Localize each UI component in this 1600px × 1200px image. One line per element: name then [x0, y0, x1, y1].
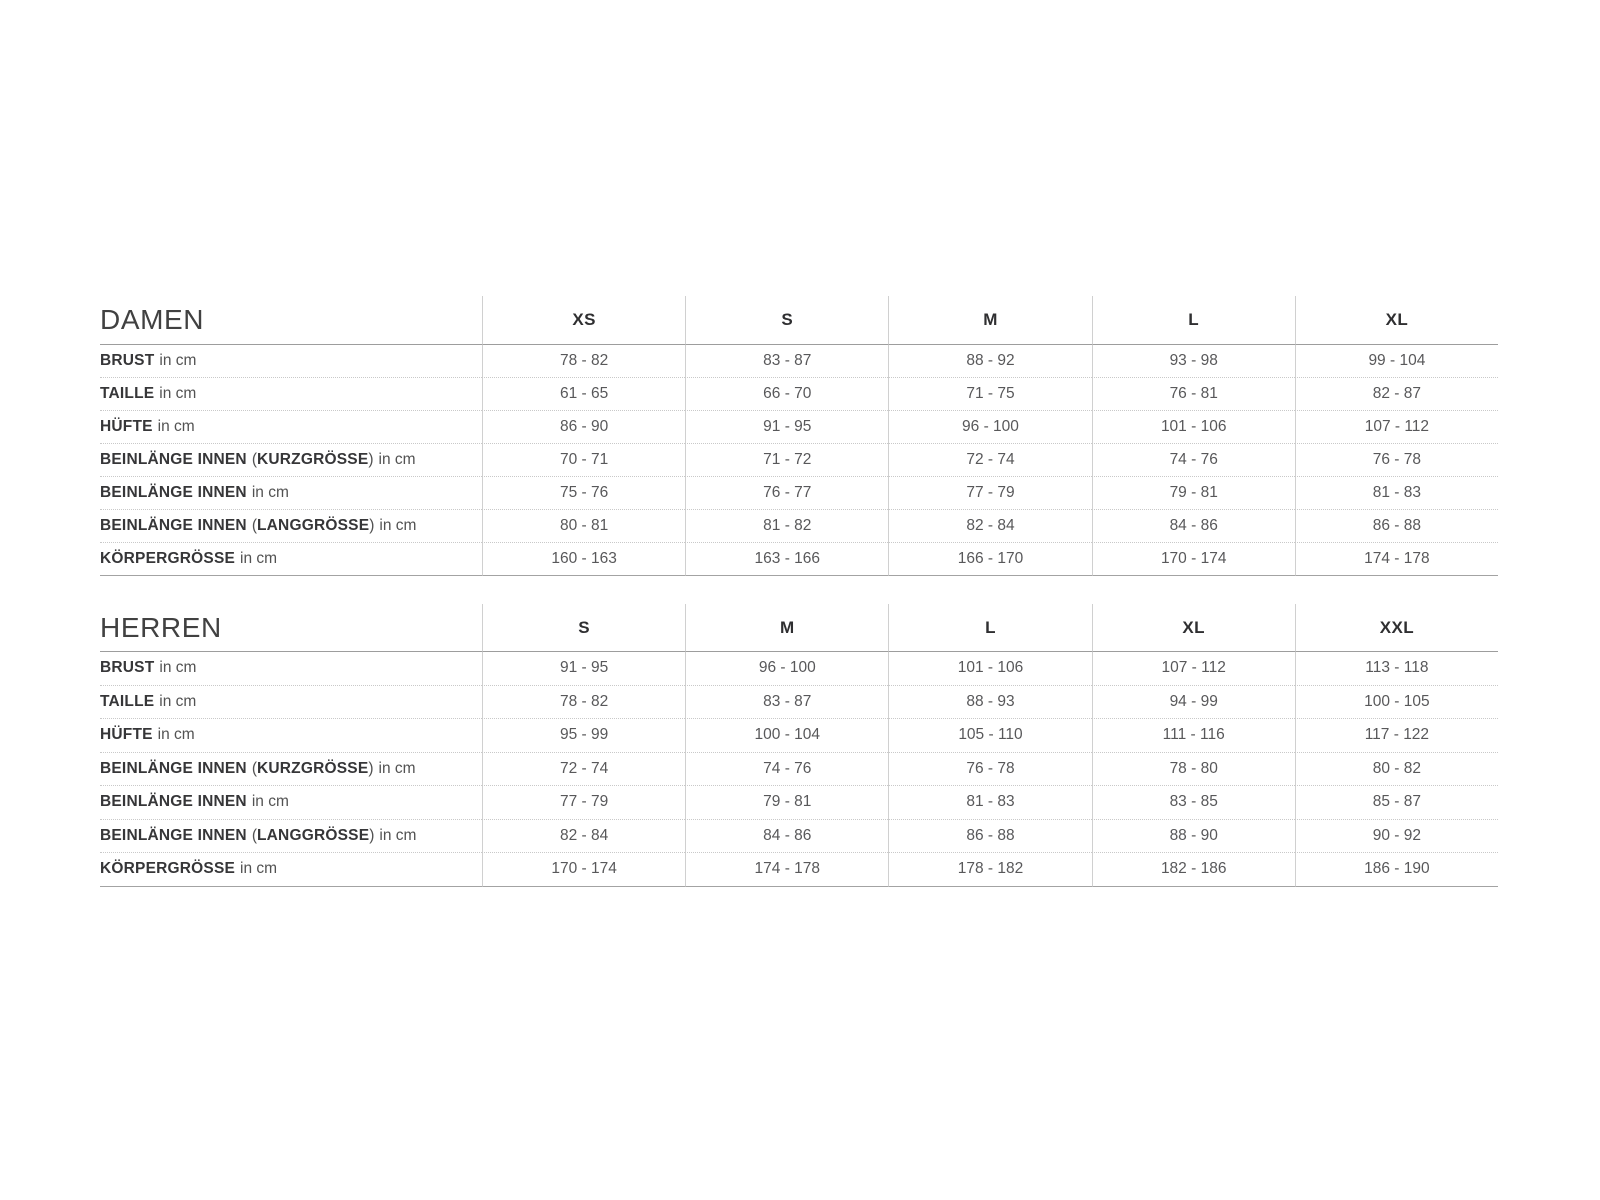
size-value: 79 - 81 [763, 793, 812, 811]
row-label-cell [100, 853, 482, 887]
size-value: 61 - 65 [559, 385, 609, 402]
size-value-cell [685, 652, 888, 686]
size-header-cell [1092, 604, 1295, 652]
size-value-cell [1092, 378, 1295, 411]
size-value: 105 - 110 [958, 726, 1023, 744]
size-value-cell [1295, 853, 1498, 887]
size-value: 84 - 86 [763, 826, 812, 844]
size-value-cell [1092, 786, 1295, 820]
size-value: 91 - 95 [559, 659, 609, 677]
table-title: DAMEN [100, 304, 205, 335]
row-label-cell [100, 477, 482, 510]
size-value: 84 - 86 [1169, 517, 1218, 534]
size-value: 83 - 85 [1169, 793, 1218, 811]
size-value: 178 - 182 [957, 860, 1024, 878]
row-label-name: BRUST [100, 659, 155, 677]
size-value: 163 - 166 [754, 550, 821, 567]
size-header-cell [888, 296, 1091, 345]
size-value-cell [685, 786, 888, 820]
size-value-cell [1092, 719, 1295, 753]
size-value-cell [685, 820, 888, 854]
size-value-cell [888, 652, 1091, 686]
size-header-label: XL [1182, 617, 1205, 637]
size-value-cell [1295, 719, 1498, 753]
size-value: 111 - 116 [1162, 726, 1225, 744]
size-value: 160 - 163 [551, 550, 617, 567]
size-value: 76 - 77 [763, 484, 812, 501]
size-header-label: S [578, 617, 590, 637]
row-label-variant-wrap [252, 517, 375, 535]
size-value-cell [1295, 444, 1498, 477]
size-header-label: M [780, 617, 795, 637]
row-label-cell [100, 719, 482, 753]
size-value-cell [482, 753, 685, 787]
size-value: 86 - 88 [1372, 517, 1422, 534]
size-header-cell [1295, 604, 1498, 652]
row-label-name: BRUST [100, 352, 155, 369]
size-value-cell [482, 820, 685, 854]
table-title-cell [100, 296, 482, 345]
row-label-unit: in cm [379, 517, 417, 534]
size-value-cell [1295, 543, 1498, 576]
size-value-cell [482, 510, 685, 543]
row-label-name: BEINLÄNGE INNEN [100, 484, 247, 501]
row-label-unit: in cm [379, 826, 417, 844]
size-value: 99 - 104 [1368, 352, 1426, 369]
size-value: 101 - 106 [957, 659, 1024, 677]
row-label-unit: in cm [251, 484, 289, 501]
size-value-cell [482, 543, 685, 576]
size-value-cell [1295, 786, 1498, 820]
size-value-cell [888, 477, 1091, 510]
size-value-cell [888, 719, 1091, 753]
row-label-cell [100, 378, 482, 411]
size-value: 74 - 76 [1169, 451, 1218, 468]
size-value: 81 - 83 [966, 793, 1015, 811]
size-value: 83 - 87 [763, 692, 812, 710]
size-value-cell [888, 444, 1091, 477]
size-value-cell [888, 820, 1091, 854]
row-label-variant: LANGGRÖSSE [257, 517, 370, 534]
size-value-cell [685, 345, 888, 378]
damen-size-table [100, 296, 1498, 576]
size-value: 83 - 87 [763, 352, 812, 369]
size-value-cell [1092, 853, 1295, 887]
row-label-cell [100, 686, 482, 720]
size-header-label: XXL [1379, 617, 1415, 637]
size-value-cell [685, 477, 888, 510]
row-label-unit: in cm [378, 451, 416, 468]
row-label-variant: LANGGRÖSSE [257, 826, 370, 844]
row-label-unit: in cm [159, 352, 197, 369]
size-header-cell [1092, 296, 1295, 345]
size-value-cell [888, 853, 1091, 887]
size-value-cell [482, 345, 685, 378]
row-label-name: BEINLÄNGE INNEN [100, 759, 247, 777]
size-value-cell [482, 652, 685, 686]
size-value: 78 - 82 [559, 692, 609, 710]
size-value-cell [1092, 753, 1295, 787]
size-value: 77 - 79 [966, 484, 1015, 501]
size-value: 76 - 81 [1169, 385, 1218, 402]
size-value: 71 - 72 [763, 451, 812, 468]
row-label-cell [100, 820, 482, 854]
size-value-cell [1295, 411, 1498, 444]
row-label-cell [100, 753, 482, 787]
size-value-cell [685, 510, 888, 543]
size-value: 76 - 78 [966, 759, 1015, 777]
size-value-cell [888, 510, 1091, 543]
row-label-variant: KURZGRÖSSE [257, 759, 369, 777]
row-label-cell [100, 411, 482, 444]
row-label-variant-wrap [252, 827, 375, 845]
row-label-name: HÜFTE [100, 726, 153, 744]
size-value-cell [685, 444, 888, 477]
row-label-name: KÖRPERGRÖSSE [100, 860, 236, 878]
size-header-label: XS [572, 310, 596, 329]
size-header-label: L [1188, 310, 1200, 329]
size-value: 75 - 76 [559, 484, 609, 501]
size-value: 170 - 174 [1160, 550, 1227, 567]
size-value-cell [1092, 652, 1295, 686]
size-value-cell [482, 411, 685, 444]
size-value: 166 - 170 [957, 550, 1024, 567]
size-value-cell [888, 786, 1091, 820]
size-value: 66 - 70 [763, 385, 812, 402]
row-label-variant-wrap [252, 760, 374, 778]
size-value: 88 - 93 [966, 692, 1015, 710]
size-value: 182 - 186 [1160, 860, 1227, 878]
row-label-unit: in cm [159, 692, 197, 710]
size-value-cell [685, 378, 888, 411]
size-value-cell [482, 378, 685, 411]
size-value-cell [482, 444, 685, 477]
row-label-name: KÖRPERGRÖSSE [100, 550, 236, 567]
size-value: 82 - 84 [966, 517, 1015, 534]
size-value: 100 - 105 [1364, 692, 1430, 710]
size-value: 85 - 87 [1372, 793, 1422, 811]
size-value: 78 - 82 [559, 352, 609, 369]
row-label-unit: in cm [240, 550, 278, 567]
size-value: 74 - 76 [763, 759, 812, 777]
size-value: 174 - 178 [1364, 550, 1430, 567]
size-value-cell [685, 543, 888, 576]
size-value-cell [685, 853, 888, 887]
row-label-name: TAILLE [100, 385, 155, 402]
size-value-cell [1295, 510, 1498, 543]
size-value-cell [482, 477, 685, 510]
row-label-name: HÜFTE [100, 418, 153, 435]
size-value-cell [1295, 378, 1498, 411]
size-header-cell [685, 296, 888, 345]
size-value-cell [482, 853, 685, 887]
size-value: 76 - 78 [1372, 451, 1422, 468]
size-value-cell [888, 378, 1091, 411]
row-label-name: TAILLE [100, 692, 155, 710]
row-label-cell [100, 345, 482, 378]
size-value-cell [685, 686, 888, 720]
size-value-cell [1295, 820, 1498, 854]
table-title-cell [100, 604, 482, 652]
size-value: 72 - 74 [559, 759, 609, 777]
size-value-cell [1295, 686, 1498, 720]
size-value-cell [685, 719, 888, 753]
size-value: 107 - 112 [1161, 659, 1226, 677]
row-label-unit: in cm [157, 726, 195, 744]
row-label-unit: in cm [157, 418, 195, 435]
row-label-unit: in cm [251, 793, 289, 811]
size-value: 107 - 112 [1364, 418, 1430, 435]
row-label-name: BEINLÄNGE INNEN [100, 826, 247, 844]
row-label-cell [100, 652, 482, 686]
size-value-cell [1092, 820, 1295, 854]
size-value: 79 - 81 [1169, 484, 1218, 501]
size-value: 186 - 190 [1364, 860, 1430, 878]
size-value: 78 - 80 [1169, 759, 1218, 777]
size-value: 88 - 92 [966, 352, 1015, 369]
size-value-cell [482, 686, 685, 720]
size-value-cell [1092, 345, 1295, 378]
size-value: 100 - 104 [754, 726, 821, 744]
size-value-cell [1295, 345, 1498, 378]
size-value: 88 - 90 [1169, 826, 1218, 844]
size-value: 80 - 82 [1372, 759, 1422, 777]
size-header-label: L [985, 617, 996, 637]
size-value: 80 - 81 [559, 517, 609, 534]
row-label-unit: in cm [378, 759, 416, 777]
row-label-cell [100, 444, 482, 477]
size-value: 101 - 106 [1160, 418, 1227, 435]
row-label-name: BEINLÄNGE INNEN [100, 451, 247, 468]
size-value: 82 - 84 [559, 826, 609, 844]
size-header-label: M [983, 310, 998, 329]
size-value: 96 - 100 [758, 659, 816, 677]
size-value-cell [1295, 753, 1498, 787]
size-value-cell [1295, 477, 1498, 510]
size-value: 70 - 71 [559, 451, 609, 468]
size-header-cell [685, 604, 888, 652]
size-value: 96 - 100 [962, 418, 1019, 435]
size-value: 90 - 92 [1372, 826, 1422, 844]
table-title: HERREN [100, 611, 222, 643]
size-value-cell [1092, 510, 1295, 543]
size-value-cell [1295, 652, 1498, 686]
size-value-cell [482, 786, 685, 820]
size-value: 81 - 82 [763, 517, 812, 534]
row-label-cell [100, 510, 482, 543]
size-value: 170 - 174 [551, 860, 617, 878]
size-value: 86 - 88 [966, 826, 1015, 844]
size-value-cell [888, 411, 1091, 444]
size-value: 72 - 74 [966, 451, 1015, 468]
herren-size-table [100, 604, 1498, 887]
size-value-cell [888, 686, 1091, 720]
size-value: 81 - 83 [1372, 484, 1422, 501]
size-header-cell [1295, 296, 1498, 345]
size-value: 86 - 90 [559, 418, 609, 435]
size-header-cell [482, 604, 685, 652]
row-label-unit: in cm [159, 659, 197, 677]
size-header-label: XL [1385, 310, 1409, 329]
row-label-cell [100, 543, 482, 576]
size-value-cell [1092, 686, 1295, 720]
size-value-cell [1092, 477, 1295, 510]
size-value-cell [685, 411, 888, 444]
size-value: 93 - 98 [1169, 352, 1218, 369]
size-value-cell [482, 719, 685, 753]
row-label-name: BEINLÄNGE INNEN [100, 517, 247, 534]
size-value-cell [888, 753, 1091, 787]
size-value-cell [888, 345, 1091, 378]
size-header-cell [888, 604, 1091, 652]
size-value-cell [888, 543, 1091, 576]
size-header-cell [482, 296, 685, 345]
row-label-unit: in cm [240, 860, 278, 878]
size-value: 117 - 122 [1364, 726, 1430, 744]
size-value: 174 - 178 [754, 860, 821, 878]
row-label-cell [100, 786, 482, 820]
size-value: 95 - 99 [559, 726, 609, 744]
size-value: 91 - 95 [763, 418, 812, 435]
size-value-cell [1092, 444, 1295, 477]
size-header-label: S [781, 310, 794, 329]
size-value: 113 - 118 [1365, 659, 1429, 677]
size-value: 82 - 87 [1372, 385, 1422, 402]
size-value: 77 - 79 [559, 793, 609, 811]
row-label-variant-wrap [252, 451, 374, 469]
size-value: 94 - 99 [1169, 692, 1218, 710]
size-value-cell [1092, 543, 1295, 576]
row-label-name: BEINLÄNGE INNEN [100, 793, 247, 811]
size-value: 71 - 75 [966, 385, 1015, 402]
row-label-unit: in cm [159, 385, 197, 402]
size-value-cell [685, 753, 888, 787]
row-label-variant: KURZGRÖSSE [257, 451, 369, 468]
size-value-cell [1092, 411, 1295, 444]
